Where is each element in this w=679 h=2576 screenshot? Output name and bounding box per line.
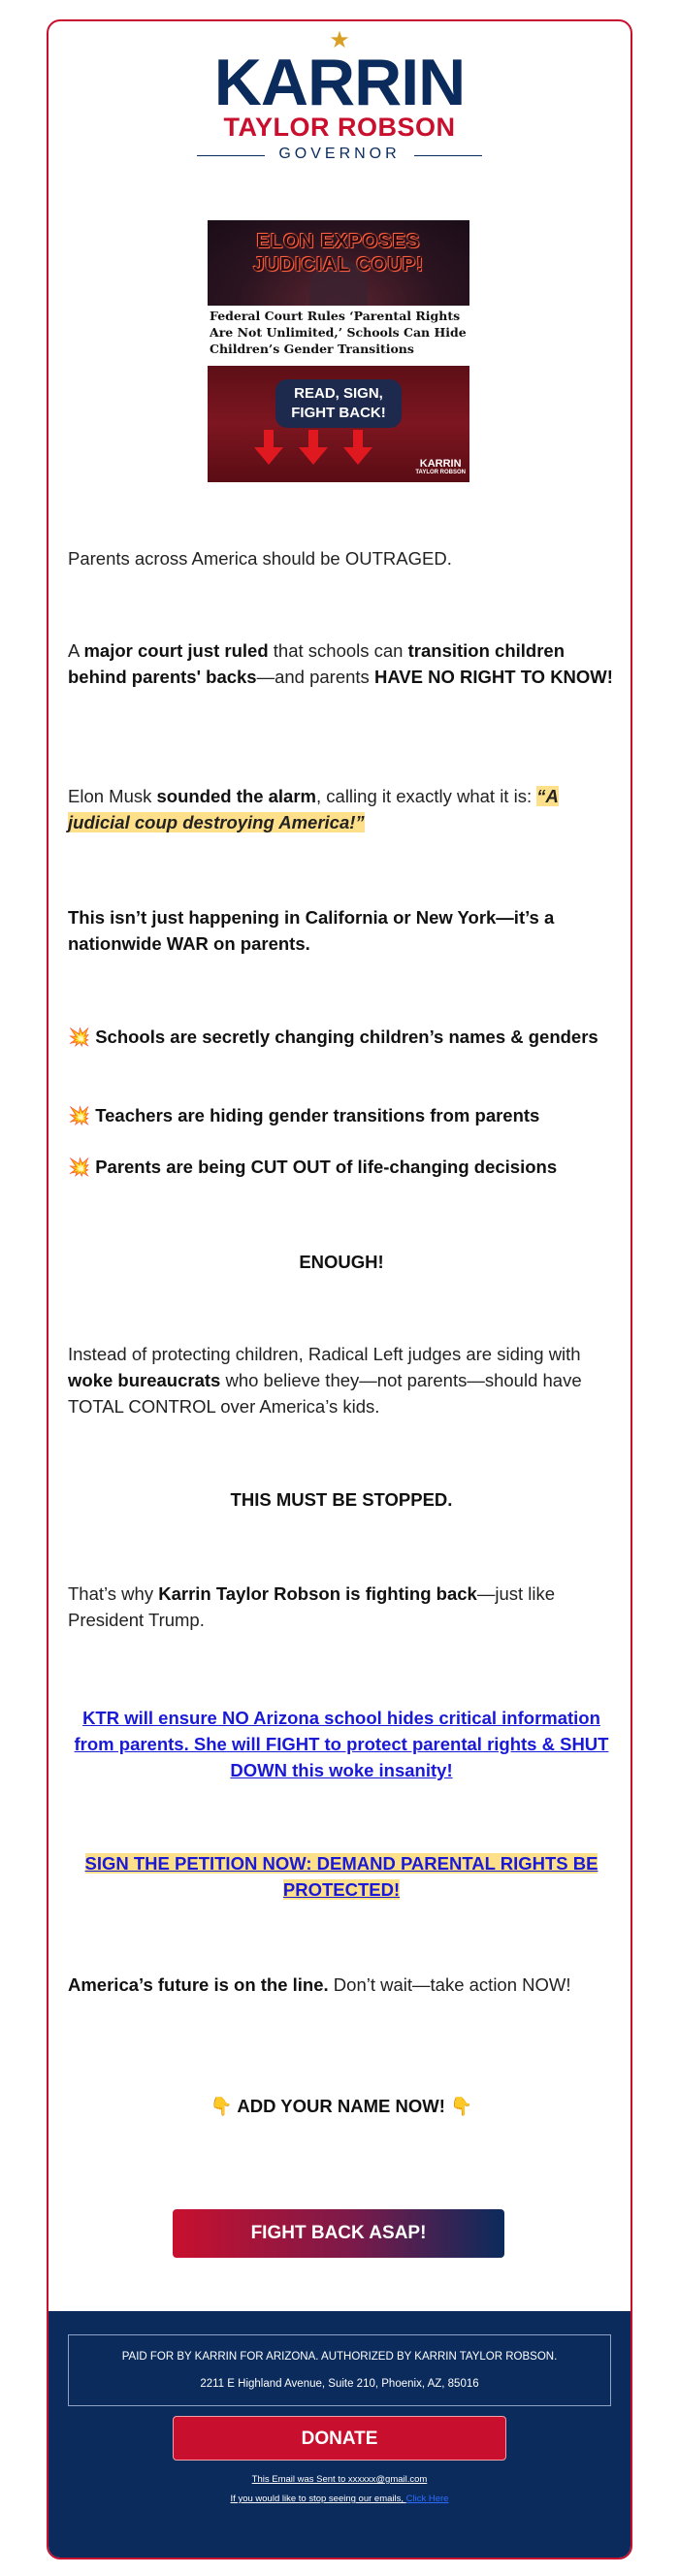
highlighted-quote: “A judicial coup destroying America!” — [68, 786, 559, 832]
paragraph-court-ruling: A major court just ruled that schools can transition children behind parents' backs—and parents HAVE NO RIGHT TO KNOW! — [68, 640, 613, 687]
hero-banner — [208, 220, 469, 306]
bullet-1: 💥 Schools are secretly changing children’s names & genders — [68, 1027, 598, 1047]
star-icon: ★ — [329, 27, 350, 53]
logo-title: GOVERNOR — [265, 146, 413, 163]
fight-back-button[interactable]: FIGHT BACK ASAP! — [173, 2209, 504, 2258]
sent-to-text: This Email was Sent to xxxxxx@gmail.com — [251, 2474, 428, 2485]
paragraph-fighting-back: That’s why Karrin Taylor Robson is fighting back—just like President Trump. — [68, 1583, 556, 1630]
hero-mini-logo: KARRIN TAYLOR ROBSON — [415, 458, 466, 475]
email-card — [47, 19, 632, 2560]
unsubscribe-link[interactable]: Click Here — [405, 2494, 449, 2504]
ktr-promise-link[interactable]: KTR will ensure NO Arizona school hides critical information from parents. She will FIGHT to protect parental rights & SHUT DOWN this woke insanity! — [74, 1708, 609, 1780]
pointing-down-icon: 👇 — [210, 2096, 233, 2116]
hero-cta-panel — [208, 366, 469, 482]
hero-pill: READ, SIGN, FIGHT BACK! — [275, 379, 402, 428]
add-name-heading: 👇 ADD YOUR NAME NOW! 👇 — [210, 2096, 473, 2116]
stop-heading: THIS MUST BE STOPPED. — [230, 1489, 453, 1510]
petition-link[interactable]: SIGN THE PETITION NOW: DEMAND PARENTAL RIGHTS BE PROTECTED! — [84, 1853, 598, 1900]
enough-heading: ENOUGH! — [299, 1252, 384, 1272]
footer — [48, 2311, 630, 2560]
paragraph-judges: Instead of protecting children, Radical Left judges are siding with woke bureaucrats who believe they—not parents—should have TOTAL CONTROL over America’s kids. — [68, 1344, 582, 1417]
paragraph-future: America’s future is on the line. Don’t wait—take action NOW! — [68, 1974, 571, 1995]
paragraph-elon: Elon Musk sounded the alarm, calling it exactly what it is: “A judicial coup destroying America!” — [68, 786, 559, 832]
bullet-3: 💥 Parents are being CUT OUT of life-changing decisions — [68, 1157, 558, 1177]
logo-surname: TAYLOR ROBSON — [223, 113, 456, 142]
arrow-down-icon — [347, 430, 369, 467]
hero-image[interactable] — [208, 220, 469, 482]
hero-article-headline: Federal Court Rules ‘Parental Rights Are Not Unlimited,’ Schools Can Hide Children’s Gender Transitions — [210, 309, 467, 356]
paid-for-box — [68, 2334, 611, 2406]
ktr-promise-link-wrap — [68, 1705, 615, 1783]
paragraph-outraged: Parents across America should be OUTRAGED. — [68, 548, 452, 569]
bullet-2: 💥 Teachers are hiding gender transitions from parents — [68, 1105, 540, 1125]
donate-button[interactable]: DONATE — [173, 2416, 506, 2461]
petition-link-wrap — [68, 1850, 615, 1903]
address-text: 2211 E Highland Avenue, Suite 210, Phoenix, AZ, 85016 — [200, 2378, 479, 2390]
hero-headline: ELON EXPOSES JUDICIAL COUP! — [253, 231, 424, 276]
arrow-down-icon — [258, 430, 279, 467]
arrow-down-icon — [303, 430, 324, 467]
paragraph-nationwide: This isn’t just happening in California or New York—it’s a nationwide WAR on parents. — [68, 907, 555, 954]
explosion-icon: 💥 — [68, 1027, 91, 1047]
paid-for-text: PAID FOR BY KARRIN FOR ARIZONA. AUTHORIZED BY KARRIN TAYLOR ROBSON. — [121, 2351, 558, 2363]
campaign-logo — [48, 29, 630, 163]
unsubscribe-line: If you would like to stop seeing our emails, Click Here — [230, 2494, 449, 2504]
pointing-down-icon: 👇 — [450, 2096, 473, 2116]
explosion-icon: 💥 — [68, 1157, 91, 1177]
logo-name: KARRIN — [213, 46, 466, 119]
explosion-icon: 💥 — [68, 1105, 91, 1125]
